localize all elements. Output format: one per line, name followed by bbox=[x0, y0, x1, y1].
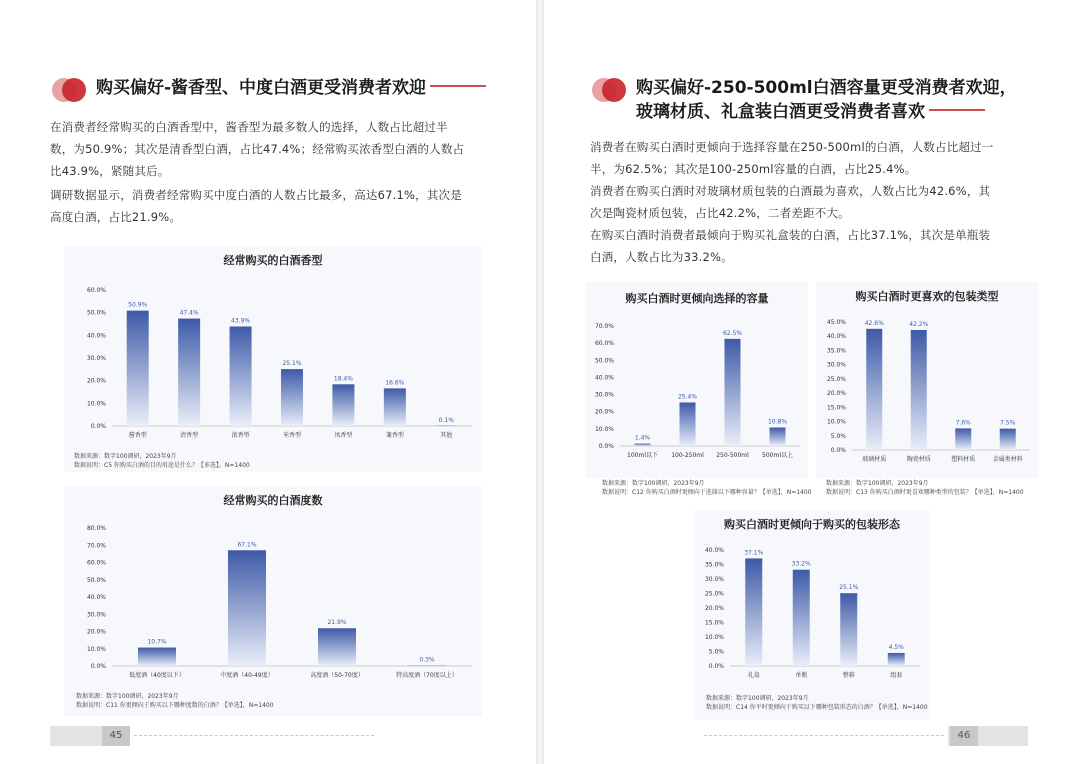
y-tick-label: 40.0% bbox=[704, 547, 724, 554]
data-label: 43.9% bbox=[231, 317, 251, 325]
x-tick-label: 其他 bbox=[440, 432, 453, 439]
footer-divider bbox=[704, 735, 944, 736]
x-tick-label: 250-500ml bbox=[716, 452, 749, 459]
x-tick-label: 浓香型 bbox=[231, 432, 250, 439]
bar bbox=[281, 369, 303, 426]
y-tick-label: 35.0% bbox=[826, 347, 846, 355]
y-tick-label: 0.0% bbox=[90, 663, 106, 670]
heading-decoration-icon bbox=[50, 76, 90, 104]
right-heading bbox=[590, 76, 1017, 124]
y-tick-label: 30.0% bbox=[86, 355, 106, 362]
data-label: 18.4% bbox=[333, 375, 353, 383]
data-label: 25.1% bbox=[282, 360, 302, 368]
y-tick-label: 0.0% bbox=[598, 443, 614, 450]
y-tick-label: 35.0% bbox=[704, 561, 724, 569]
page-number: 45 bbox=[102, 726, 130, 746]
data-label: 1.4% bbox=[634, 434, 651, 442]
bar bbox=[680, 402, 696, 446]
bar bbox=[408, 665, 446, 666]
y-tick-label: 30.0% bbox=[594, 391, 614, 399]
x-tick-label: 陶瓷材质 bbox=[906, 456, 931, 463]
bar bbox=[230, 326, 252, 426]
data-label: 7.6% bbox=[955, 419, 971, 427]
chart-fragrance bbox=[64, 246, 482, 472]
chart-capacity bbox=[586, 282, 808, 478]
chart-packform-source: 数据来源：数字100调研，2023年9月 数据说明：C14 你平时更倾向于购买以下哪种包装形态的白酒？【单选】，N=1400 bbox=[706, 695, 928, 711]
y-tick-label: 45.0% bbox=[826, 319, 846, 326]
page-number: 46 bbox=[950, 726, 978, 746]
y-tick-label: 0.0% bbox=[90, 423, 106, 430]
x-tick-label: 中度酒（40-49度） bbox=[220, 672, 274, 679]
y-tick-label: 40.0% bbox=[86, 594, 106, 601]
y-tick-label: 40.0% bbox=[86, 332, 106, 340]
data-label: 25.1% bbox=[839, 584, 859, 592]
y-tick-label: 50.0% bbox=[86, 576, 106, 584]
chart-degree-source: 数据来源：数字100调研，2023年9月 数据说明：C11 你更倾向于购买以下哪种度数的白酒？【单选】，N=1400 bbox=[76, 693, 274, 709]
y-tick-label: 10.0% bbox=[704, 634, 724, 641]
y-tick-label: 70.0% bbox=[86, 542, 106, 550]
bar bbox=[955, 428, 971, 450]
left-page bbox=[0, 0, 536, 764]
left-paragraph-1: 在消费者经常购买的白酒香型中，酱香型为最多数人的选择，人数占比超过半 数，为50.9%；其次是清香型白酒，占比47.4%；经常购买浓香型白酒的人数占 比43.9%，紧随其后。 bbox=[50, 120, 465, 178]
right-page bbox=[544, 0, 1080, 764]
chart-degree bbox=[64, 486, 482, 716]
x-tick-label: 高度酒（50-70度） bbox=[310, 672, 364, 679]
x-tick-label: 100-250ml bbox=[671, 452, 704, 459]
bar bbox=[178, 319, 200, 426]
footer-divider bbox=[134, 735, 374, 736]
x-tick-label: 单瓶 bbox=[795, 672, 808, 679]
data-label: 50.9% bbox=[128, 301, 148, 309]
chart-degree-plot bbox=[64, 520, 482, 690]
x-tick-label: 金属类材料 bbox=[992, 456, 1023, 463]
chart-material bbox=[816, 282, 1038, 478]
chart-title: 经常购买的白酒度数 bbox=[223, 494, 323, 507]
data-label: 62.5% bbox=[722, 329, 743, 337]
bar bbox=[1000, 429, 1016, 450]
y-tick-label: 25.0% bbox=[704, 590, 724, 598]
x-tick-label: 清香型 bbox=[180, 432, 199, 439]
bar bbox=[866, 329, 882, 450]
bar bbox=[888, 653, 905, 666]
x-tick-label: 凤香型 bbox=[334, 432, 353, 439]
data-label: 21.9% bbox=[327, 619, 347, 627]
y-tick-label: 50.0% bbox=[594, 357, 614, 365]
y-tick-label: 10.0% bbox=[86, 400, 106, 408]
bar bbox=[770, 427, 786, 446]
y-tick-label: 0.0% bbox=[830, 447, 846, 454]
y-tick-label: 30.0% bbox=[86, 611, 106, 619]
y-tick-label: 30.0% bbox=[704, 576, 724, 583]
data-label: 0.3% bbox=[419, 656, 435, 664]
bar bbox=[384, 388, 406, 426]
y-tick-label: 20.0% bbox=[86, 628, 106, 636]
y-tick-label: 10.0% bbox=[86, 645, 106, 653]
y-tick-label: 5.0% bbox=[830, 432, 846, 440]
chart-fragrance-source: 数据来源：数字100调研，2023年9月 数据说明：C5 你购买白酒的目的用途是什么？【多选】，N=1400 bbox=[74, 453, 250, 469]
x-tick-label: 整箱 bbox=[842, 672, 855, 679]
bar bbox=[435, 426, 457, 427]
chart-capacity-source: 数据来源：数字100调研，2023年9月 数据说明：C12 你购买白酒时更倾向于选择以下哪种容量？【单选】，N=1400 bbox=[602, 480, 812, 496]
right-paragraph-2: 消费者在购买白酒时对玻璃材质包装的白酒最为喜欢，人数占比为42.6%，其 次是陶瓷材质包装，占比42.2%，二者差距不大。 bbox=[590, 184, 991, 220]
y-tick-label: 15.0% bbox=[704, 619, 724, 627]
left-paragraph-2: 调研数据显示，消费者经常购买中度白酒的人数占比最多，高达67.1%，其次是 高度白酒，占比21.9%。 bbox=[50, 188, 462, 224]
y-tick-label: 20.0% bbox=[704, 605, 724, 612]
data-label: 42.2% bbox=[909, 320, 929, 328]
chart-material-plot bbox=[816, 314, 1038, 470]
chart-title: 购买白酒时更喜欢的包装类型 bbox=[855, 290, 999, 303]
data-label: 0.1% bbox=[438, 416, 454, 424]
right-paragraph-1: 消费者在购买白酒时更倾向于选择容量在250-500ml的白酒，人数占比超过一 半，为62.5%；其次是100-250ml容量的白酒，占比25.4%。 bbox=[590, 140, 994, 176]
chart-fragrance-plot bbox=[64, 280, 482, 470]
right-heading-line1: 购买偏好-250-500ml白酒容量更受消费者欢迎， bbox=[636, 78, 1017, 98]
y-tick-label: 5.0% bbox=[708, 648, 724, 656]
left-heading bbox=[50, 76, 486, 104]
y-tick-label: 25.0% bbox=[826, 375, 846, 383]
y-tick-label: 20.0% bbox=[86, 377, 106, 385]
y-tick-label: 50.0% bbox=[86, 309, 106, 317]
data-label: 33.2% bbox=[791, 560, 811, 568]
chart-title: 购买白酒时更倾向选择的容量 bbox=[625, 292, 769, 305]
data-label: 37.1% bbox=[744, 549, 764, 557]
data-label: 7.5% bbox=[1000, 419, 1016, 427]
x-tick-label: 礼盒 bbox=[747, 672, 760, 679]
x-tick-label: 塑料材质 bbox=[951, 456, 976, 463]
y-tick-label: 20.0% bbox=[826, 390, 846, 398]
x-tick-label: 兼香型 bbox=[385, 432, 404, 439]
right-heading-line2: 玻璃材质、礼盒装白酒更受消费者喜欢 bbox=[636, 102, 925, 122]
chart-packform-plot bbox=[694, 540, 930, 690]
x-tick-label: 酱香型 bbox=[128, 432, 147, 439]
data-label: 16.6% bbox=[385, 379, 405, 387]
data-label: 4.5% bbox=[888, 643, 904, 651]
x-tick-label: 500ml以上 bbox=[762, 452, 793, 459]
x-tick-label: 玻璃材质 bbox=[862, 456, 887, 463]
bar bbox=[725, 339, 741, 446]
y-tick-label: 30.0% bbox=[826, 361, 846, 369]
x-tick-label: 组套 bbox=[890, 672, 903, 679]
data-label: 67.1% bbox=[237, 541, 257, 549]
data-label: 42.6% bbox=[864, 319, 884, 327]
y-tick-label: 10.0% bbox=[594, 425, 614, 433]
bar bbox=[127, 311, 149, 426]
y-tick-label: 15.0% bbox=[826, 404, 846, 412]
y-tick-label: 60.0% bbox=[86, 287, 106, 294]
chart-capacity-plot bbox=[586, 318, 808, 468]
y-tick-label: 0.0% bbox=[708, 663, 724, 670]
bar bbox=[793, 570, 810, 666]
x-tick-label: 米香型 bbox=[282, 432, 302, 439]
y-tick-label: 60.0% bbox=[86, 559, 106, 567]
x-tick-label: 低度酒（40度以下） bbox=[129, 672, 185, 679]
chart-title: 经常购买的白酒香型 bbox=[223, 254, 323, 267]
right-paragraph-3: 在购买白酒时消费者最倾向于购买礼盒装的白酒，占比37.1%，其次是单瓶装 白酒，人数占比为33.2%。 bbox=[590, 228, 991, 264]
data-label: 25.4% bbox=[677, 393, 698, 401]
bar bbox=[228, 550, 266, 666]
chart-packform bbox=[694, 510, 930, 720]
bar bbox=[745, 558, 762, 666]
y-tick-label: 40.0% bbox=[826, 333, 846, 341]
y-tick-label: 10.0% bbox=[826, 418, 846, 426]
y-tick-label: 80.0% bbox=[86, 525, 106, 532]
y-tick-label: 60.0% bbox=[594, 340, 614, 348]
data-label: 10.8% bbox=[767, 418, 788, 426]
y-tick-label: 20.0% bbox=[594, 408, 614, 416]
x-tick-label: 特高度酒（70度以上） bbox=[396, 672, 458, 679]
data-label: 10.7% bbox=[147, 638, 167, 646]
x-tick-label: 100ml以下 bbox=[627, 452, 658, 459]
bar bbox=[840, 593, 857, 666]
heading-decoration-icon bbox=[590, 76, 630, 104]
bar bbox=[911, 330, 927, 450]
bar bbox=[318, 628, 356, 666]
y-tick-label: 70.0% bbox=[594, 323, 614, 330]
bar bbox=[138, 648, 176, 666]
bar bbox=[332, 384, 354, 426]
chart-title: 购买白酒时更倾向于购买的包装形态 bbox=[724, 518, 900, 531]
data-label: 47.4% bbox=[179, 309, 199, 317]
bar bbox=[635, 444, 651, 446]
left-heading-text: 购买偏好-酱香型、中度白酒更受消费者欢迎 bbox=[96, 78, 427, 98]
chart-material-source: 数据来源：数字100调研，2023年9月 数据说明：C13 你购买白酒时更喜欢哪种类型的包装？【单选】，N=1400 bbox=[826, 480, 1024, 496]
page-gutter bbox=[536, 0, 544, 764]
y-tick-label: 40.0% bbox=[594, 374, 614, 382]
